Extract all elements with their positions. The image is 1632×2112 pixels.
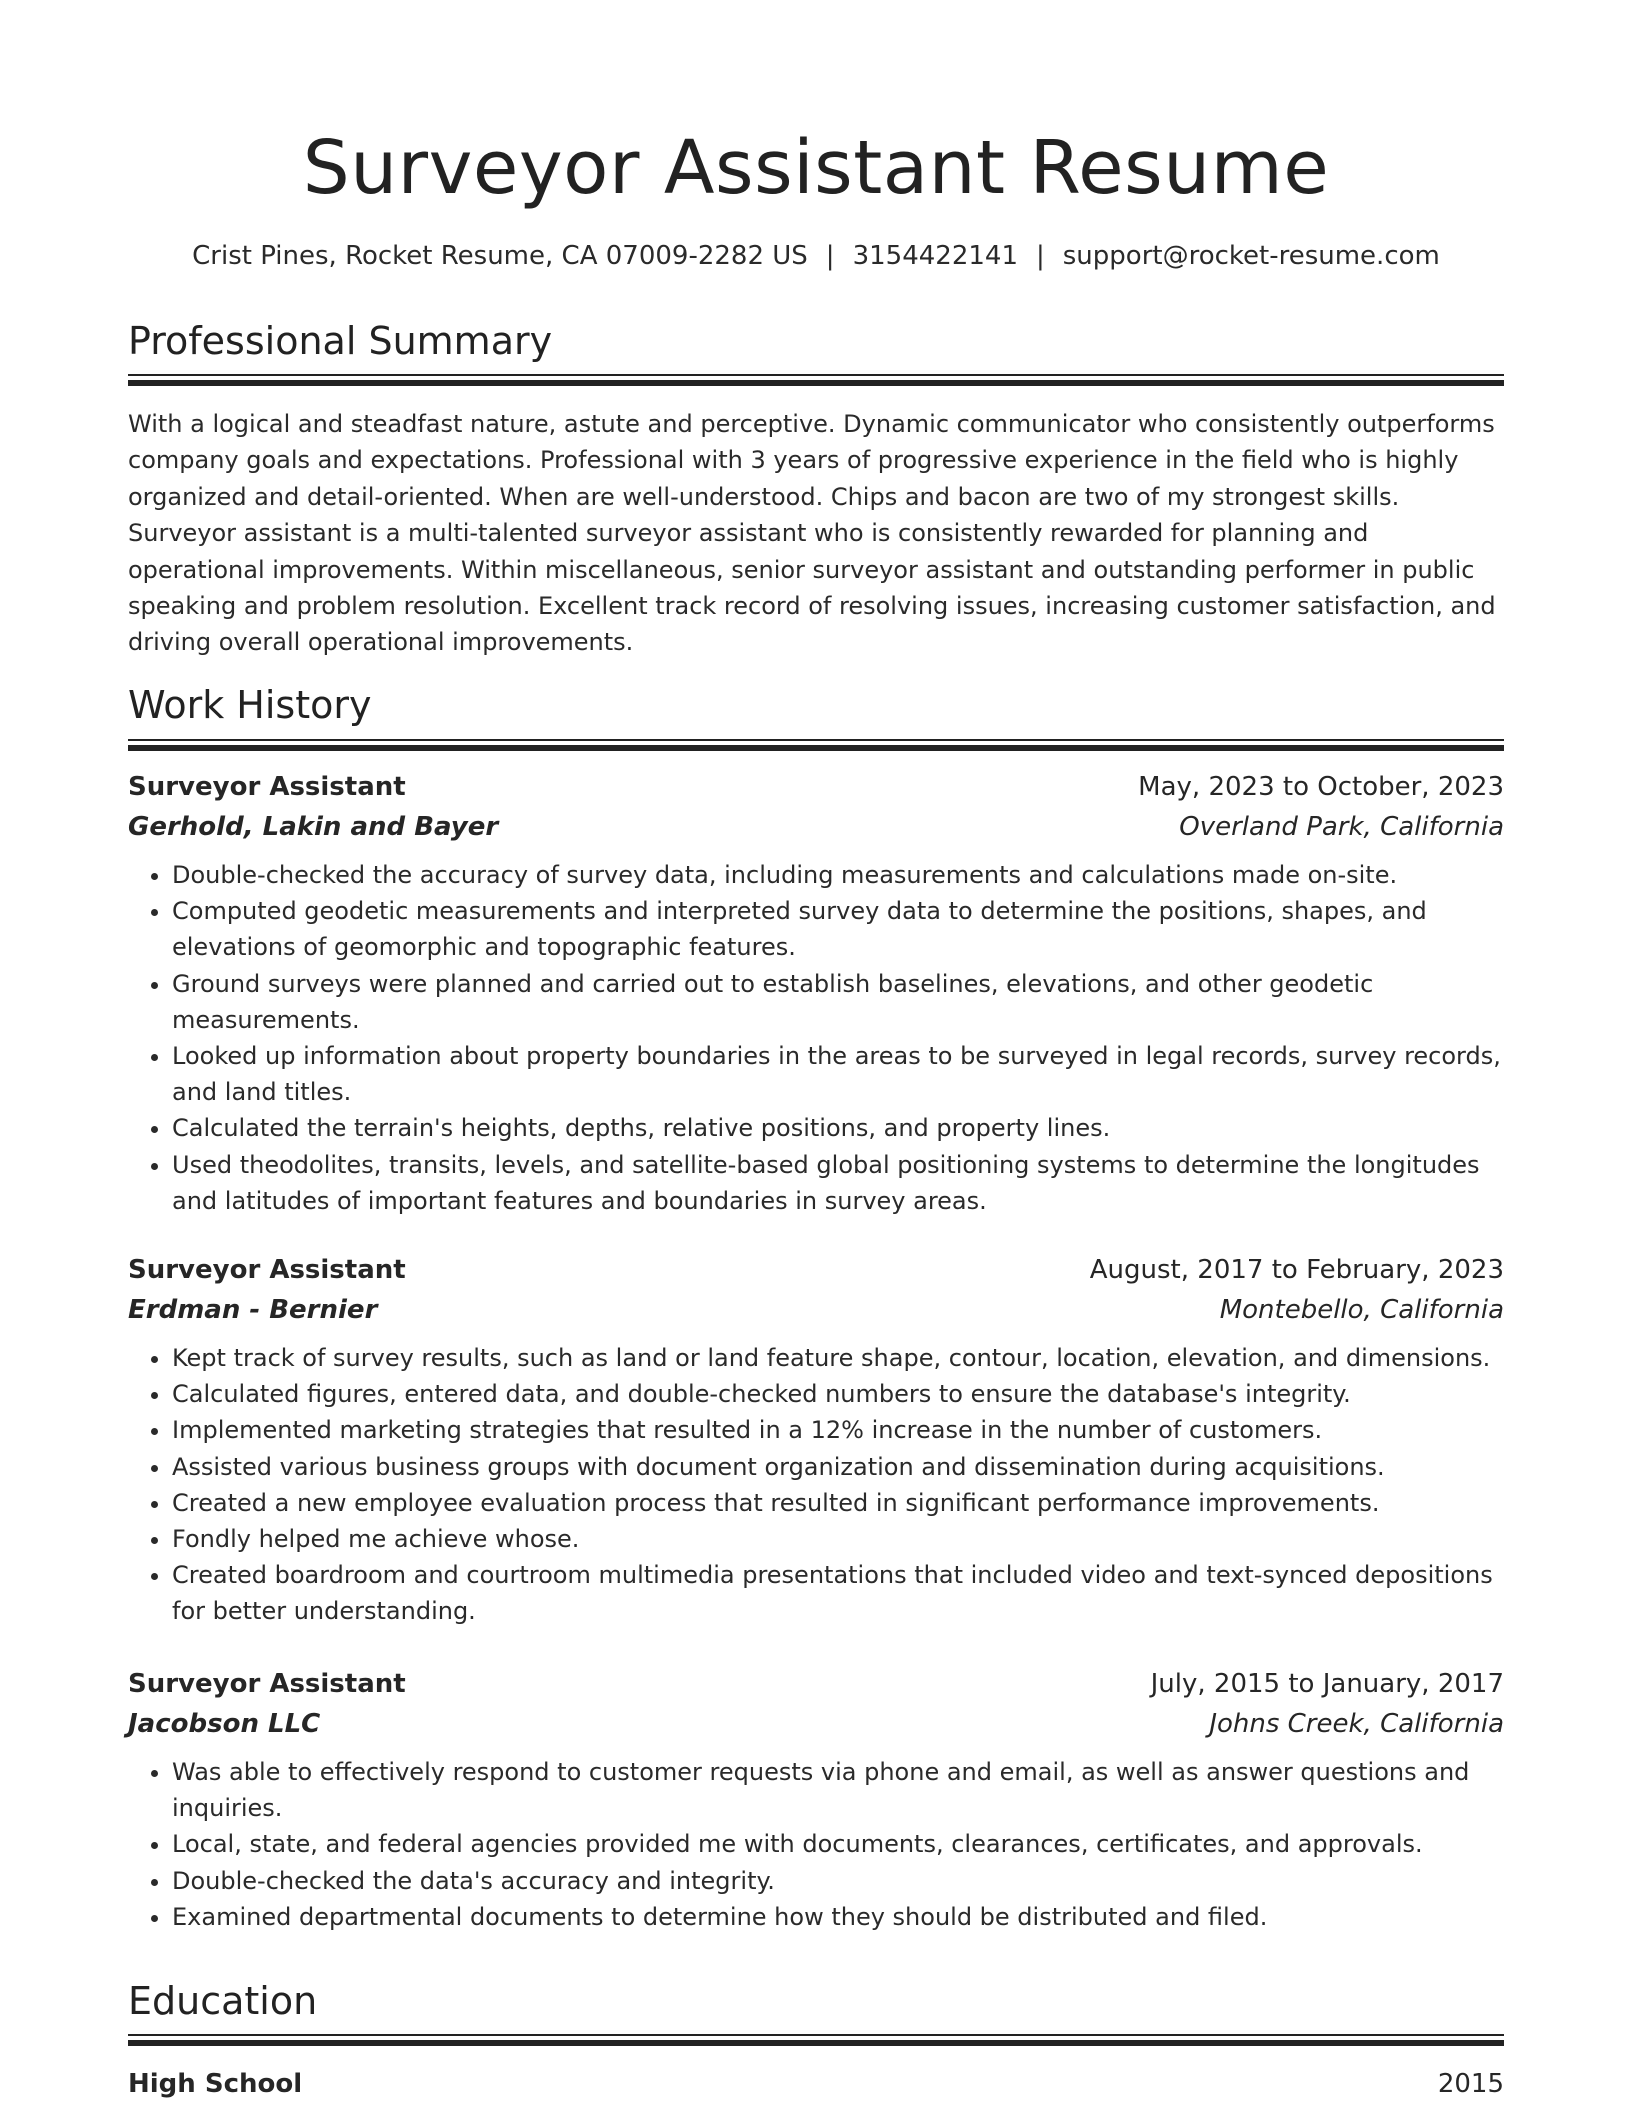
list-item: • Examined departmental documents to determine how they should be distributed and filed.	[172, 1899, 1504, 1935]
job-company: Erdman - Bernier	[128, 1295, 378, 1325]
job-title: Surveyor Assistant	[128, 772, 406, 802]
education-year: 2015	[1437, 2069, 1504, 2099]
contact-phone: 3154422141	[852, 241, 1018, 271]
list-item: • Looked up information about property boundaries in the areas to be surveyed in legal records, survey records, and land titles.	[172, 1038, 1504, 1110]
job-company: Jacobson LLC	[128, 1709, 321, 1739]
job-location: Johns Creek, California	[1209, 1709, 1504, 1739]
contact-email: support@rocket-resume.com	[1062, 241, 1440, 271]
job-subheader	[128, 1704, 1504, 1744]
job-dates: July, 2015 to January, 2017	[1150, 1669, 1504, 1699]
education-entry	[128, 2064, 1504, 2104]
page-title: Surveyor Assistant Resume	[302, 125, 1330, 211]
job-entry	[128, 1250, 1504, 1630]
section-heading-education: Education	[128, 1979, 318, 2023]
job-bullets	[128, 1340, 1504, 1630]
job-header	[128, 1250, 1504, 1290]
list-item: • Calculated figures, entered data, and double-checked numbers to ensure the database's integrity.	[172, 1376, 1504, 1412]
list-item: • Double-checked the data's accuracy and integrity.	[172, 1863, 1504, 1899]
list-item: • Local, state, and federal agencies provided me with documents, clearances, certificates, and approvals.	[172, 1826, 1504, 1862]
section-divider	[128, 739, 1504, 751]
job-title: Surveyor Assistant	[128, 1255, 406, 1285]
section-divider	[128, 374, 1504, 386]
education-degree: High School	[128, 2069, 303, 2099]
section-heading-summary: Professional Summary	[128, 319, 553, 363]
list-item: • Implemented marketing strategies that resulted in a 12% increase in the number of customers.	[172, 1412, 1504, 1448]
list-item: • Double-checked the accuracy of survey data, including measurements and calculations made on-site.	[172, 857, 1504, 893]
job-header	[128, 1664, 1504, 1704]
list-item: • Kept track of survey results, such as land or land feature shape, contour, location, elevation, and dimensions.	[172, 1340, 1504, 1376]
job-header	[128, 767, 1504, 807]
contact-address: Crist Pines, Rocket Resume, CA 07009-2282 US	[192, 241, 808, 271]
job-dates: August, 2017 to February, 2023	[1089, 1255, 1504, 1285]
job-subheader	[128, 1290, 1504, 1330]
contact-separator: |	[1035, 241, 1045, 271]
list-item: • Used theodolites, transits, levels, and satellite-based global positioning systems to determine the longitudes and latitudes of important features and boundaries in survey areas.	[172, 1147, 1504, 1219]
section-heading-work: Work History	[128, 683, 372, 727]
list-item: • Fondly helped me achieve whose.	[172, 1521, 1504, 1557]
job-dates: May, 2023 to October, 2023	[1138, 772, 1504, 802]
list-item: • Calculated the terrain's heights, depths, relative positions, and property lines.	[172, 1110, 1504, 1146]
job-entry	[128, 767, 1504, 1219]
list-item: • Ground surveys were planned and carried out to establish baselines, elevations, and other geodetic measurements.	[172, 966, 1504, 1038]
summary-text: With a logical and steadfast nature, astute and perceptive. Dynamic communicator who consistently outperforms company goals and expectations. Professional with 3 years of progressive experience in the field who is highly organized and detail-oriented. When are well-understood. Chips and bacon are two of my strongest skills. Surveyor assistant is a multi-talented surveyor assistant who is consistently rewarded for planning and operational improvements. Within miscellaneous, senior surveyor assistant and outstanding performer in public speaking and problem resolution. Excellent track record of resolving issues, increasing customer satisfaction, and driving overall operational improvements.	[128, 410, 1496, 657]
job-entry	[128, 1664, 1504, 1935]
list-item: • Created a new employee evaluation process that resulted in significant performance improvements.	[172, 1485, 1504, 1521]
job-title: Surveyor Assistant	[128, 1669, 406, 1699]
job-company: Gerhold, Lakin and Bayer	[128, 812, 499, 842]
list-item: • Computed geodetic measurements and interpreted survey data to determine the positions, shapes, and elevations of geomorphic and topographic features.	[172, 893, 1504, 965]
job-subheader	[128, 807, 1504, 847]
list-item: • Assisted various business groups with document organization and dissemination during acquisitions.	[172, 1449, 1504, 1485]
job-location: Montebello, California	[1219, 1295, 1504, 1325]
list-item: • Created boardroom and courtroom multimedia presentations that included video and text-synced depositions for better understanding.	[172, 1557, 1504, 1629]
contact-line	[128, 236, 1504, 276]
job-location: Overland Park, California	[1179, 812, 1504, 842]
job-bullets	[128, 1754, 1504, 1935]
job-bullets	[128, 857, 1504, 1219]
contact-separator: |	[825, 241, 835, 271]
list-item: • Was able to effectively respond to customer requests via phone and email, as well as answer questions and inquiries.	[172, 1754, 1504, 1826]
section-divider	[128, 2034, 1504, 2046]
